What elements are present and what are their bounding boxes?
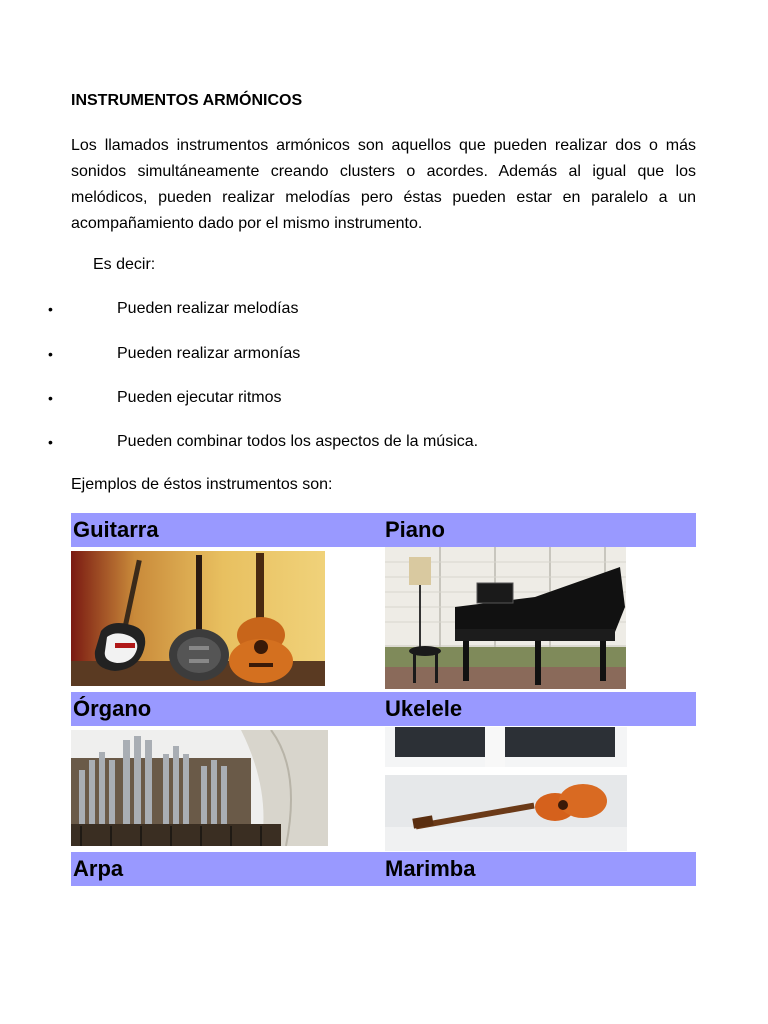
table-header-row bbox=[71, 692, 696, 726]
pipe-organ-photo bbox=[71, 730, 328, 846]
bullet-icon: • bbox=[48, 301, 53, 317]
list-item-text: Pueden realizar melodías bbox=[117, 300, 299, 317]
page-title: INSTRUMENTOS ARMÓNICOS bbox=[71, 92, 303, 109]
cell-guitarra: Guitarra bbox=[73, 517, 159, 542]
grand-piano-photo bbox=[385, 547, 626, 689]
bullet-icon: • bbox=[48, 346, 53, 362]
examples-intro: Ejemplos de éstos instrumentos son: bbox=[71, 476, 333, 493]
ukulele-photo bbox=[385, 727, 627, 851]
cell-organo: Órgano bbox=[73, 696, 152, 721]
guitars-photo bbox=[71, 551, 325, 686]
list-item-text: Pueden realizar armonías bbox=[117, 345, 301, 362]
table-header-row bbox=[71, 513, 696, 547]
cell-arpa: Arpa bbox=[73, 856, 124, 881]
cell-marimba: Marimba bbox=[385, 856, 476, 881]
bullet-icon: • bbox=[48, 390, 53, 406]
intro-paragraph: Los llamados instrumentos armónicos son aquellos que pueden realizar dos o más sonidos simultáneamente creando clusters o acordes. Además al igual que los melódicos, pueden realizar melodías pero éstas pueden estar en paralelo a un acompañamiento dado por el mismo instrumento. bbox=[71, 137, 696, 232]
es-decir-text: Es decir: bbox=[93, 256, 156, 273]
bullet-icon: • bbox=[48, 434, 53, 450]
table-header-row bbox=[71, 852, 696, 886]
list-item-text: Pueden ejecutar ritmos bbox=[117, 389, 282, 406]
list-item-text: Pueden combinar todos los aspectos de la música. bbox=[117, 433, 479, 450]
cell-ukelele: Ukelele bbox=[385, 696, 463, 721]
cell-piano: Piano bbox=[385, 517, 445, 542]
